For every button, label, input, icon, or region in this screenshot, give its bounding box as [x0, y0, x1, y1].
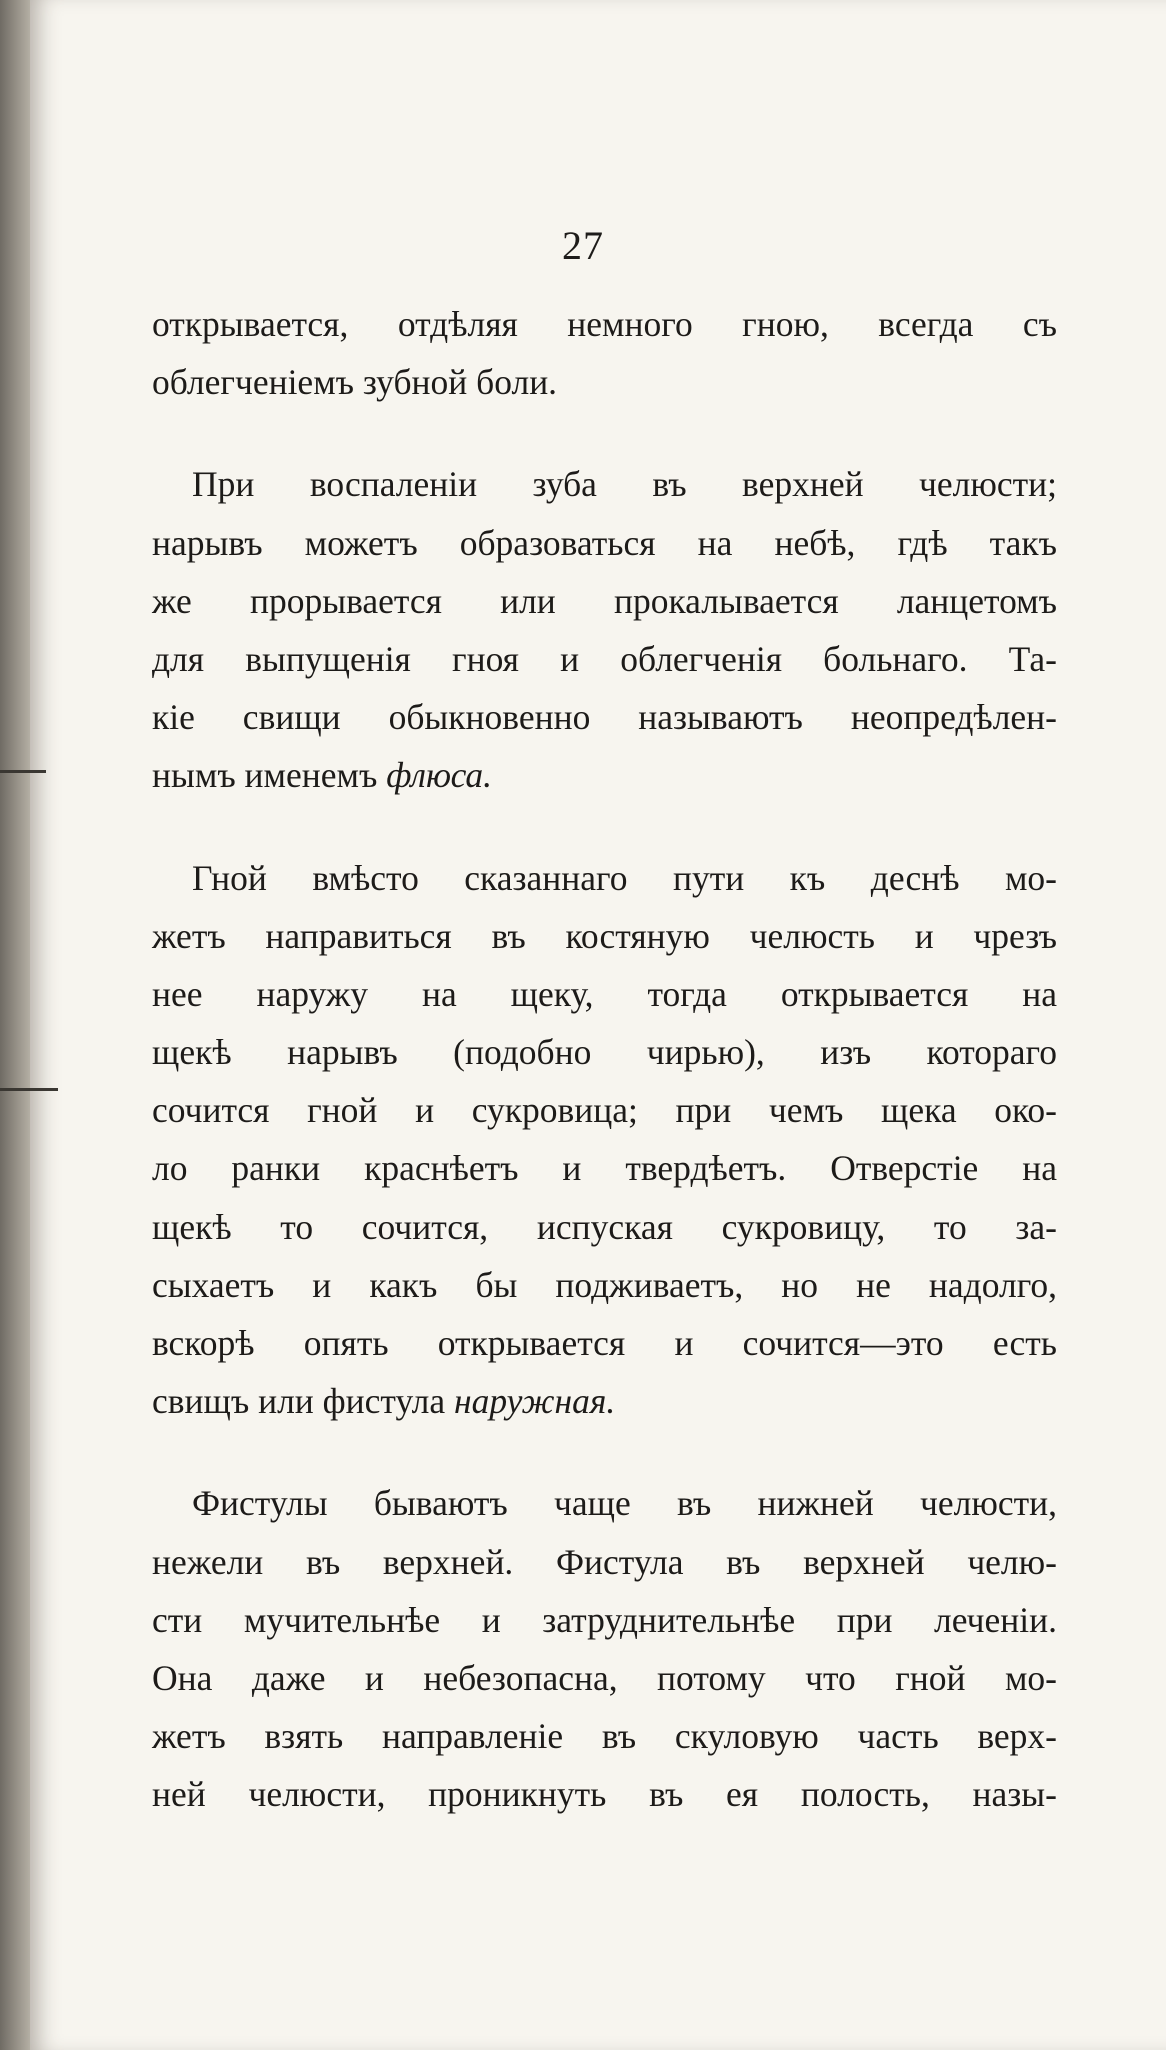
text-line: сочится гной и сукровица; при чемъ щека око- [152, 1090, 1057, 1131]
text-line [152, 1372, 1057, 1430]
text-line: ло ранки краснѣетъ и твердѣетъ. Отверстіе на [152, 1148, 1057, 1189]
paragraph [152, 295, 1057, 411]
text-line: нарывъ можетъ образоваться на небѣ, гдѣ такъ [152, 522, 1057, 563]
text-line: для выпущенія гноя и облегченія больнаго. Та- [152, 638, 1057, 679]
text-line: ней челюсти, проникнуть въ ея полость, назы- [152, 1774, 1057, 1815]
text-line [152, 746, 1057, 804]
body-text [152, 295, 1057, 1824]
text-line: жетъ взять направленіе въ скуловую часть верх- [152, 1716, 1057, 1757]
text-line: Гной вмѣсто сказаннаго пути къ деснѣ мо- [192, 857, 1057, 898]
italic-term: наружная. [454, 1381, 616, 1422]
text-line: же прорывается или прокалывается ланцетомъ [152, 580, 1057, 621]
text-line: Фистулы бываютъ чаще въ нижней челюсти, [192, 1483, 1057, 1524]
text-line: вскорѣ опять открывается и сочится—это есть [152, 1323, 1057, 1363]
text-line: При воспаленіи зуба въ верхней челюсти; [192, 464, 1057, 505]
paragraph [152, 455, 1057, 804]
text-line: нежели въ верхней. Фистула въ верхней челю- [152, 1541, 1057, 1582]
margin-mark-top [0, 770, 46, 773]
paragraph [152, 849, 1057, 1431]
margin-mark-bottom [0, 1088, 58, 1091]
text-line: кіе свищи обыкновенно называютъ неопредѣлен- [152, 697, 1057, 738]
text-line: открывается, отдѣляя немного гною, всегда съ [152, 304, 1057, 344]
text-line: нее наружу на щеку, тогда открывается на [152, 973, 1057, 1014]
page-number: 27 [562, 223, 604, 268]
text-line: щекѣ нарывъ (подобно чирью), изъ котораго [152, 1032, 1057, 1073]
book-spine-shadow [0, 0, 30, 2050]
italic-term: флюса. [386, 755, 493, 796]
text-line: жетъ направиться въ костяную челюсть и чрезъ [152, 915, 1057, 956]
text-line: Она даже и небезопасна, потому что гной мо- [152, 1657, 1057, 1698]
text-line: сыхаетъ и какъ бы подживаетъ, но не надолго, [152, 1264, 1057, 1305]
text-line: облегченіемъ зубной боли. [152, 362, 558, 403]
text-fragment: свищъ или фистула [152, 1381, 446, 1422]
text-line: щекѣ то сочится, испуская сукровицу, то за- [152, 1206, 1057, 1247]
paragraph [152, 1474, 1057, 1823]
text-fragment: нымъ именемъ [152, 755, 378, 796]
text-line: сти мучительнѣе и затруднительнѣе при леченіи. [152, 1599, 1057, 1640]
